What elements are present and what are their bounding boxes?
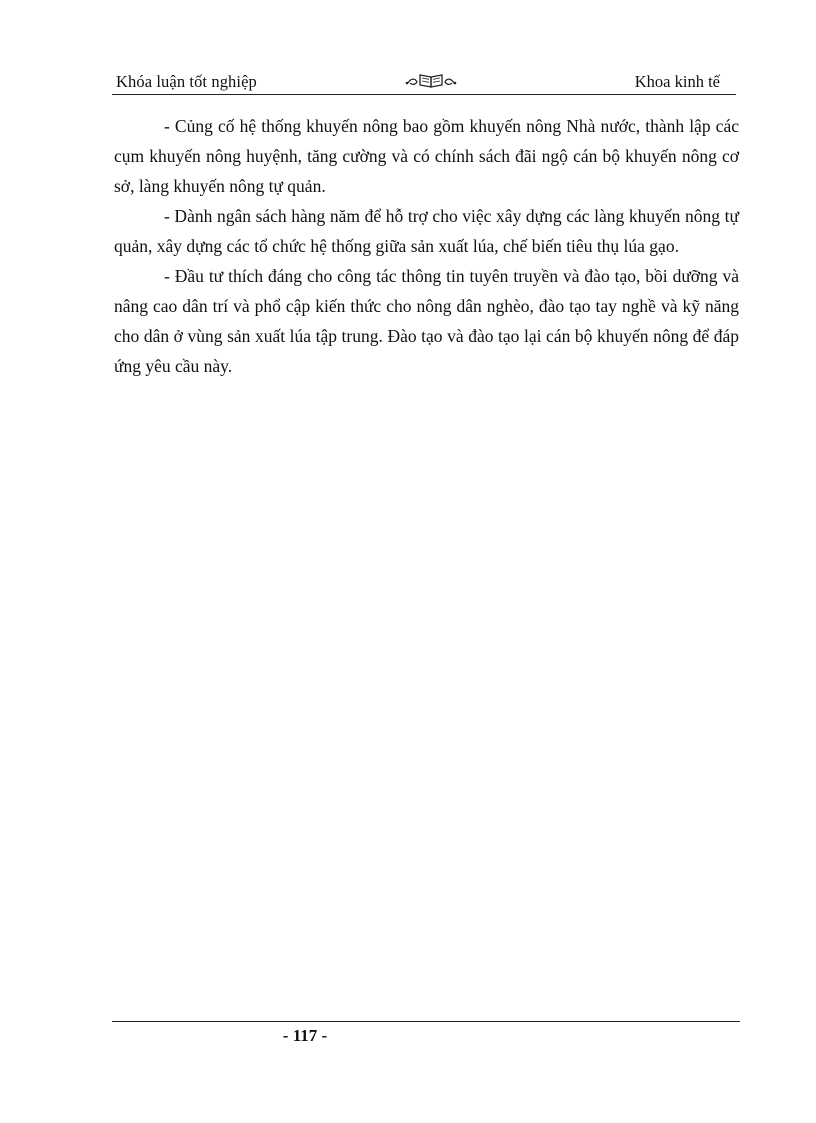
book-icon [402, 70, 462, 90]
header-faculty: Khoa kinh tế [634, 72, 720, 91]
header-thesis-title: Khóa luận tốt nghiệp [116, 72, 257, 91]
paragraph-3: - Đầu tư thích đáng cho công tác thông tin tuyên truyền và đào tạo, bồi dưỡng và nâng cao dân trí và phổ cập kiến thức cho nông dân nghèo, đào tạo tay nghề và kỹ năng cho dân ở vùng sản xuất lúa tập trung. Đào tạo và đào tạo lại cán bộ khuyến nông để đáp ứng yêu cầu này. [114, 266, 739, 376]
page-header [112, 68, 736, 95]
paragraph-1: - Củng cố hệ thống khuyến nông bao gồm khuyến nông Nhà nước, thành lập các cụm khuyến nông huyệnh, tăng cường và có chính sách đãi ngộ cán bộ khuyến nông cơ sở, làng khuyến nông tự quản. [114, 116, 739, 196]
footer-divider [112, 1021, 740, 1022]
page-number: - 117 - [282, 1026, 328, 1045]
paragraph-2: - Dành ngân sách hàng năm để hỗ trợ cho việc xây dựng các làng khuyến nông tự quản, xây dựng các tổ chức hệ thống giữa sản xuất lúa, chế biến tiêu thụ lúa gạo. [114, 206, 739, 256]
document-body [114, 111, 739, 381]
